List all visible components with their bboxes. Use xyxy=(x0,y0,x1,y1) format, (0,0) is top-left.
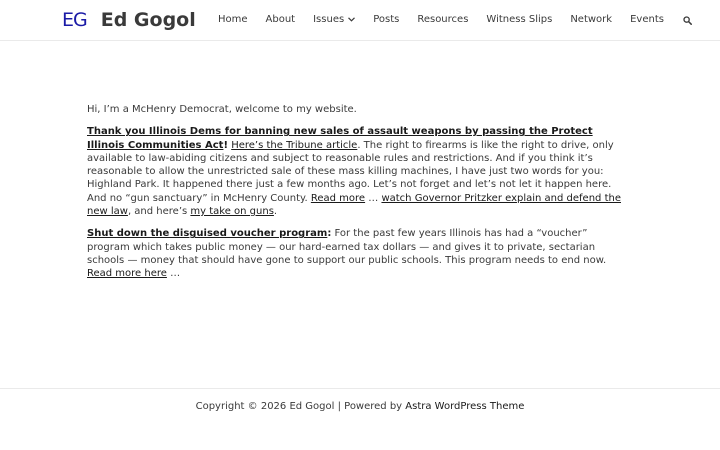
post-body-voucher: For the past few years Illinois has had a “voucher” program which takes public money — our hard-earned tax dollars — and gives it to private, sectarian schools — money that should have gone to support our public schools. This program needs to end now. xyxy=(87,228,607,266)
site-logo[interactable]: EG xyxy=(62,9,87,31)
main-content xyxy=(87,103,633,281)
post-title-voucher-colon: : xyxy=(327,228,332,240)
post-title-gun-law: Thank you Illinois Dems for banning new sales of assault weapons by passing the Protect Illinois Communities Act xyxy=(87,126,593,151)
tribune-article-link[interactable]: Here’s the Tribune article xyxy=(231,139,358,151)
site-header xyxy=(0,0,720,41)
nav-about[interactable]: About xyxy=(265,14,296,25)
main-navigation xyxy=(209,9,699,31)
pritzker-video-link[interactable]: watch Governor Pritzker explain and defend the new law xyxy=(87,192,621,218)
post-item-gun-law xyxy=(87,125,633,218)
nav-events[interactable]: Events xyxy=(630,14,664,25)
post-title-voucher-link[interactable] xyxy=(87,228,327,239)
site-title[interactable]: Ed Gogol xyxy=(100,9,196,31)
nav-issues[interactable] xyxy=(304,9,364,31)
ellipsis-text: … xyxy=(365,192,382,204)
post-title-voucher: Shut down the disguised voucher program xyxy=(87,228,328,240)
chevron-down-icon xyxy=(348,9,355,31)
read-more-link[interactable]: Read more xyxy=(310,192,366,204)
nav-posts[interactable]: Posts xyxy=(373,14,400,25)
site-footer xyxy=(0,388,720,450)
intro-text: Hi, I’m a McHenry Democrat, welcome to my website. xyxy=(87,104,357,115)
period-text: . xyxy=(273,206,278,218)
connector-text: , and here’s xyxy=(127,206,191,218)
site-brand-link[interactable] xyxy=(62,8,196,32)
nav-witness-slips[interactable]: Witness Slips xyxy=(486,14,553,25)
search-icon[interactable] xyxy=(677,9,699,31)
footer-copyright xyxy=(0,400,720,414)
read-more-here-link[interactable]: Read more here xyxy=(87,268,167,280)
post-title-gun-law-exclaim: ! xyxy=(223,139,229,151)
copyright-text: Copyright © 2026 Ed Gogol | Powered by xyxy=(195,401,406,412)
nav-network[interactable]: Network xyxy=(570,14,613,25)
nav-resources[interactable]: Resources xyxy=(417,14,469,25)
post-body-gun-law: . The right to firearms is like the right to drive, only available to law-abiding citizens and subject to reasonable rules and restrictions. And if you think it’s reasonable to allow the unrestricted sale of these mass killing machines, I have just two words for you: Highland Park. It happened there just a few months ago. Let’s not forget and let’s not let it happen here. And no “gun sanctuary” in McHenry County. xyxy=(87,139,614,204)
my-take-on-guns-link[interactable]: my take on guns xyxy=(190,206,274,218)
nav-issues-label: Issues xyxy=(313,14,345,25)
astra-theme-link[interactable]: Astra WordPress Theme xyxy=(405,401,525,412)
ellipsis-text: … xyxy=(166,268,181,280)
nav-home[interactable]: Home xyxy=(218,14,248,25)
post-item-voucher xyxy=(87,227,633,280)
